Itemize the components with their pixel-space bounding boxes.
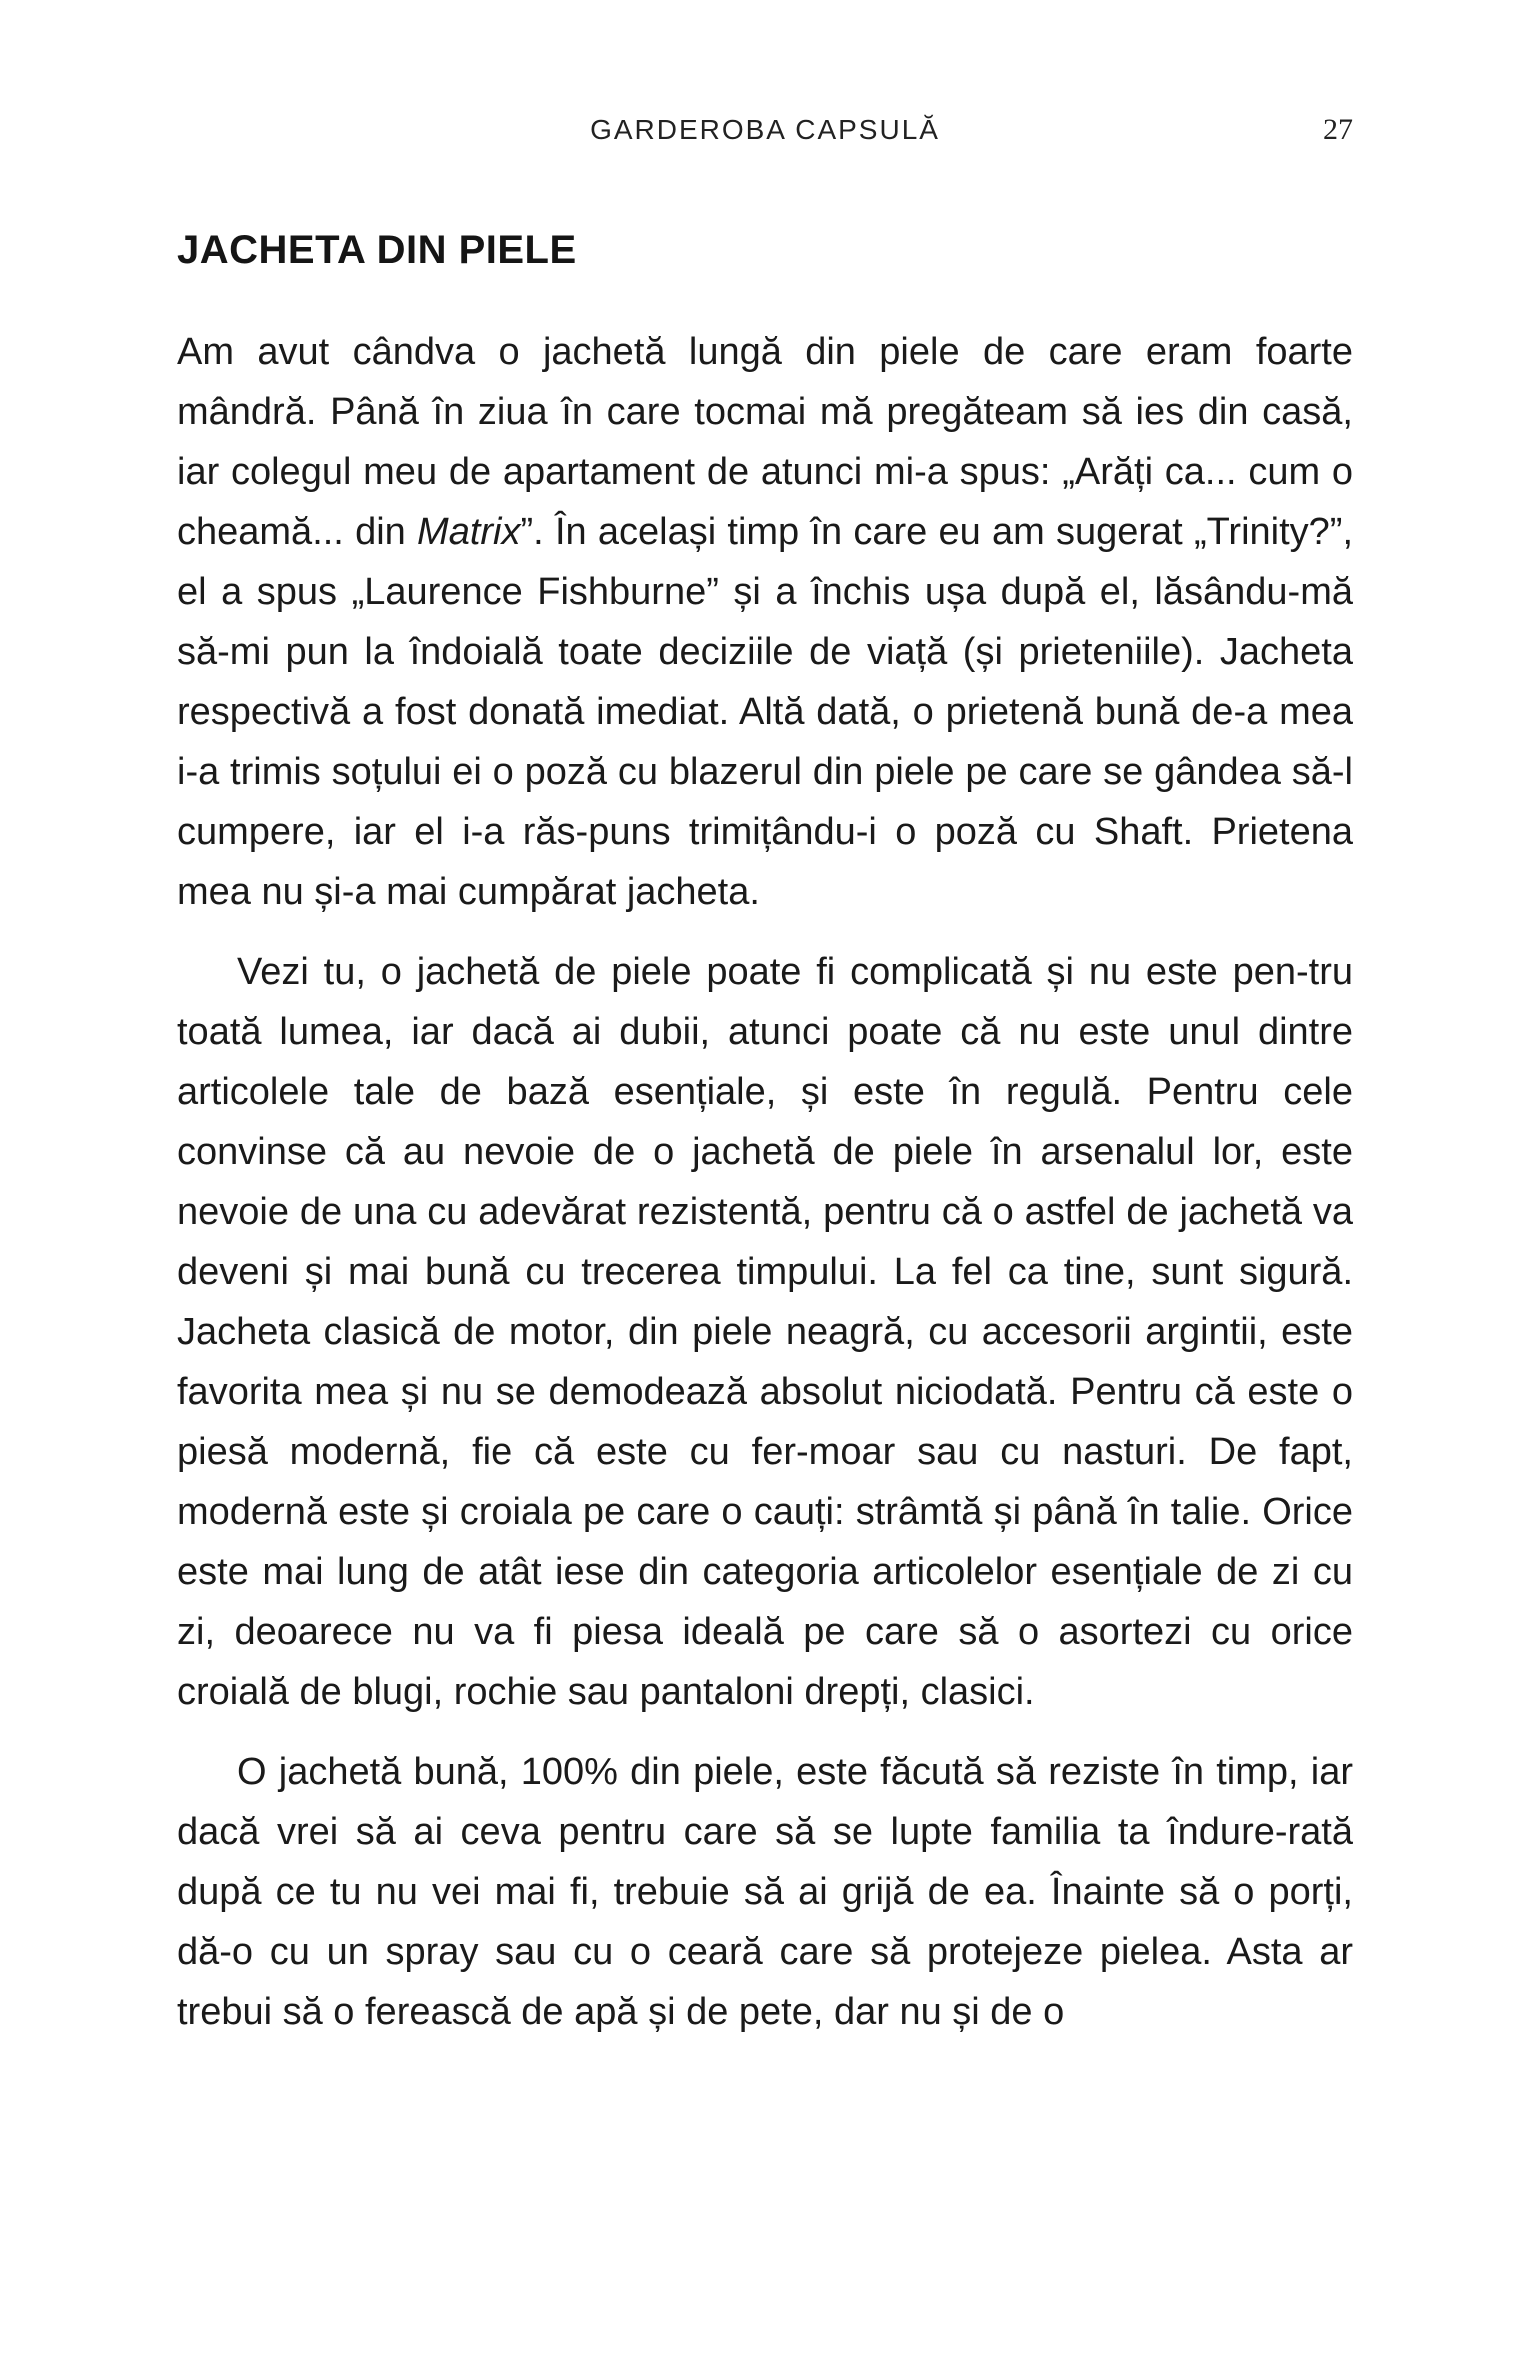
paragraph-1-text-after-italic: ”. În același timp în care eu am sugerat „Trinity?”, el a spus „Laurence Fishburne” și a închis ușa după el, lăsându-mă să-mi pun la îndoială toate deciziile de viață (și prieteniile). Jacheta respectivă a fost donată imediat. Altă dată, o prietenă bună de-a mea i-a trimis soțului ei o poză cu blazerul din piele pe care se gândea să-l cumpere, iar el i-a răs-puns trimițându-i o poză cu Shaft. Prietena mea nu și-a mai cumpărat jacheta. [177,511,1354,913]
page-number: 27 [1323,113,1353,146]
section-heading: JACHETA DIN PIELE [177,228,577,272]
running-header [177,110,1353,150]
paragraph-3: O jachetă bună, 100% din piele, este făcută să reziste în timp, iar dacă vrei să ai ceva pentru care să se lupte familia ta îndure-rată după ce tu nu vei mai fi, trebuie să ai grijă de ea. Înainte să o porți, dă-o cu un spray sau cu o ceară care să protejeze pielea. Asta ar trebui să o ferească de apă și de pete, dar nu și de o [177,1751,1353,2033]
paragraph-1 [177,322,1353,922]
running-header-title: GARDEROBA CAPSULĂ [590,114,940,145]
paragraph-1-text-before-italic: Am avut cândva o jachetă lungă din piele de care eram foarte mândră. Până în ziua în care tocmai mă pregăteam să ies din casă, iar colegul meu de apartament de atunci mi-a spus: „Arăți ca... cum o cheamă... din [177,331,1353,553]
paragraph-1-italic-title: Matrix [417,511,521,553]
book-page [177,0,1353,2362]
body-text [177,322,1353,2042]
paragraph-2: Vezi tu, o jachetă de piele poate fi complicată și nu este pen-tru toată lumea, iar dacă ai dubii, atunci poate că nu este unul dintre articolele tale de bază esențiale, și este în regulă. Pentru cele convinse că au nevoie de o jachetă de piele în arsenalul lor, este nevoie de una cu adevărat rezistentă, pentru că o astfel de jachetă va deveni și mai bună cu trecerea timpului. La fel ca tine, sunt sigură. Jacheta clasică de motor, din piele neagră, cu accesorii argintii, este favorita mea și nu se demodează absolut niciodată. Pentru că este o piesă modernă, fie că este cu fer-moar sau cu nasturi. De fapt, modernă este și croiala pe care o cauți: strâmtă și până în talie. Orice este mai lung de atât iese din categoria articolelor esențiale de zi cu zi, deoarece nu va fi piesa ideală pe care să o asortezi cu orice croială de blugi, rochie sau pantaloni drepți, clasici. [177,951,1353,1713]
